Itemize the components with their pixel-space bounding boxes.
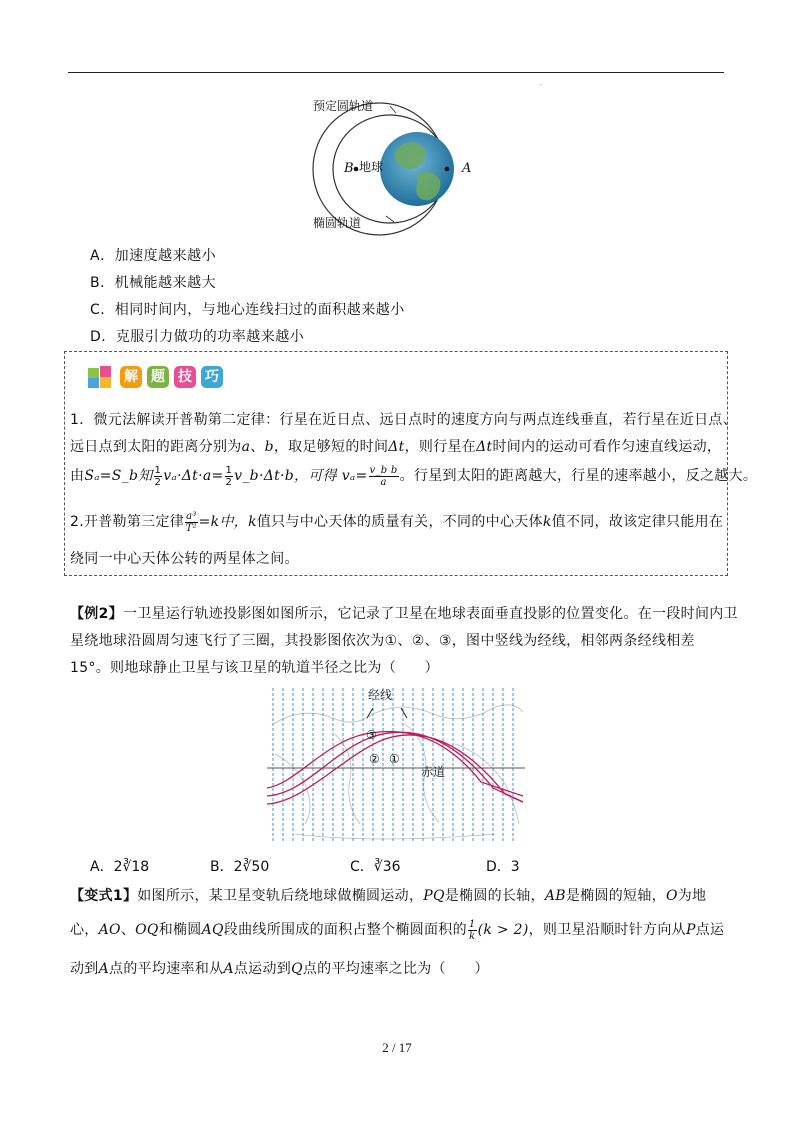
text: 是椭圆的长轴， xyxy=(444,888,545,904)
var-AB: AB xyxy=(544,888,566,904)
fraction-1-over-k xyxy=(468,919,477,942)
numerator: 1 xyxy=(468,918,476,930)
variant1-line3 xyxy=(70,958,489,978)
numerator: 1 xyxy=(225,464,233,476)
equation: v_b·Δt·b，可得 vₐ= xyxy=(234,468,368,484)
text: 点的平均速率和从 xyxy=(109,961,224,977)
equation: Sₐ=S_b知 xyxy=(84,468,153,484)
text: 、 xyxy=(120,922,136,938)
var-AQ: AQ xyxy=(201,922,224,938)
header-dot: · xyxy=(540,82,542,89)
answer-C[interactable]: C．∛36 xyxy=(350,859,401,875)
page-number: 2 / 17 xyxy=(382,1040,412,1055)
numerator: a³ xyxy=(186,510,197,522)
example-tag: 【例2】 xyxy=(70,606,123,622)
label-point-B: B xyxy=(344,161,354,176)
var-a: a xyxy=(241,439,251,455)
label-track-3: ③ xyxy=(366,728,377,742)
label-track-2: ② xyxy=(369,752,380,766)
text: 为地 xyxy=(677,888,707,904)
label-track-1: ① xyxy=(389,752,400,766)
text: ，取足够短的时间 xyxy=(273,439,389,455)
tips-p2-line1 xyxy=(70,508,723,536)
text: 和椭圆 xyxy=(158,922,202,938)
text: 远日点到太阳的距离分别为 xyxy=(70,439,242,455)
fraction-half xyxy=(154,465,163,488)
puzzle-icon xyxy=(86,364,116,390)
text: 一卫星运行轨迹投影图如图所示，它记录了卫星在地球表面垂直投影的位置变化。在一段时间内卫 xyxy=(122,606,738,622)
tips-p1-line1: 1．微元法解读开普勒第二定律：行星在近日点、远日点时的速度方向与两点连线垂直，若行星在近日点、 xyxy=(70,412,738,428)
var-b: b xyxy=(264,439,274,455)
tips-badge-3: 技 xyxy=(174,366,196,388)
text: 2.开普勒第三定律 xyxy=(70,514,185,530)
option-D[interactable]: D．克服引力做功的功率越来越小 xyxy=(90,329,305,345)
var-OQ: OQ xyxy=(135,922,159,938)
label-earth: 地球 xyxy=(359,160,384,174)
numerator: v_b b xyxy=(369,464,398,476)
condition: (k > 2) xyxy=(477,922,529,938)
var-k: k xyxy=(542,514,552,530)
option-A[interactable]: A．加速度越来越小 xyxy=(90,248,217,264)
example2-line3: 15°。则地球静止卫星与该卫星的轨道半径之比为（ ） xyxy=(70,660,439,676)
answer-B[interactable]: B．2∛50 xyxy=(210,859,270,875)
text: 点运动到 xyxy=(233,961,292,977)
var-AO: AO xyxy=(98,922,121,938)
text: 段曲线所围成的面积占整个椭圆面积的 xyxy=(223,922,467,938)
point-B xyxy=(354,167,359,172)
var-k: k xyxy=(248,514,257,530)
var-A: A xyxy=(98,961,110,977)
equation: =k中， xyxy=(198,514,249,530)
variant1-line1 xyxy=(70,885,706,905)
tips-badge-1: 解 xyxy=(120,366,142,388)
variant-tag: 【变式1】 xyxy=(70,888,138,904)
var-Q: Q xyxy=(291,961,303,977)
text: 值不同，故该定律只能用在 xyxy=(551,514,724,530)
option-B[interactable]: B．机械能越来越大 xyxy=(90,275,217,291)
text: 、 xyxy=(250,439,265,455)
label-point-A: A xyxy=(462,161,472,176)
label-circular-orbit: 预定圆轨道 xyxy=(313,99,374,113)
equation: vₐ·Δt·a= xyxy=(163,468,224,484)
text: 。行星到太阳的距离越大，行星的速率越小，反之越大。 xyxy=(399,468,758,484)
var-PQ: PQ xyxy=(423,888,445,904)
example2-line2: 星绕地球沿圆周匀速飞行了三圈，其投影图依次为①、②、③，图中竖线为经线，相邻两条经线相差 xyxy=(70,633,695,649)
header-rule xyxy=(68,72,724,73)
var-dt: Δt xyxy=(388,439,405,455)
denominator: 2 xyxy=(225,476,233,488)
answer-D[interactable]: D．3 xyxy=(486,859,520,875)
tips-p1-line2 xyxy=(70,436,721,456)
denominator: a xyxy=(380,476,387,488)
label-equator: 赤道 xyxy=(421,765,446,779)
numerator: 1 xyxy=(154,464,162,476)
leader-ellipse xyxy=(386,216,394,222)
text: 时间内的运动可看作匀速直线运动， xyxy=(492,439,722,455)
text: 由 xyxy=(70,468,85,484)
var-P: P xyxy=(685,922,696,938)
text: 值只与中心天体的质量有关，不同的中心天体 xyxy=(256,514,543,530)
fraction-kepler3 xyxy=(185,511,198,534)
denominator: T² xyxy=(185,522,197,534)
text: 动到 xyxy=(70,961,99,977)
fraction-va xyxy=(369,465,399,488)
leader-circle xyxy=(390,106,396,113)
text: ，则行星在 xyxy=(404,439,477,455)
point-A xyxy=(445,167,450,172)
tips-p1-line3 xyxy=(70,463,757,489)
example2-line1 xyxy=(70,603,738,623)
text: 心， xyxy=(70,922,99,938)
fraction-half xyxy=(225,465,234,488)
text: 如图所示，某卫星变轨后绕地球做椭圆运动， xyxy=(137,888,424,904)
option-C[interactable]: C．相同时间内，与地心连线扫过的面积越来越小 xyxy=(90,302,405,318)
tips-badge-4: 巧 xyxy=(201,366,223,388)
tips-p2-line2: 绕同一中心天体公转的两星体之间。 xyxy=(70,551,299,567)
text: 点运 xyxy=(695,922,725,938)
var-A: A xyxy=(223,961,234,977)
answer-A[interactable]: A．2∛18 xyxy=(90,859,150,875)
earth-globe xyxy=(380,132,454,206)
tips-badge-2: 题 xyxy=(147,366,169,388)
var-dt: Δt xyxy=(476,439,493,455)
var-O: O xyxy=(665,888,678,904)
denominator: k xyxy=(469,930,476,942)
text: ，则卫星沿顺时针方向从 xyxy=(528,922,686,938)
label-elliptical-orbit: 椭圆轨道 xyxy=(313,216,362,230)
text: 是椭圆的短轴， xyxy=(565,888,666,904)
label-meridian: 经线 xyxy=(368,688,393,702)
text: 点的平均速率之比为（ ） xyxy=(302,961,489,977)
denominator: 2 xyxy=(154,476,162,488)
variant1-line2 xyxy=(70,917,724,943)
